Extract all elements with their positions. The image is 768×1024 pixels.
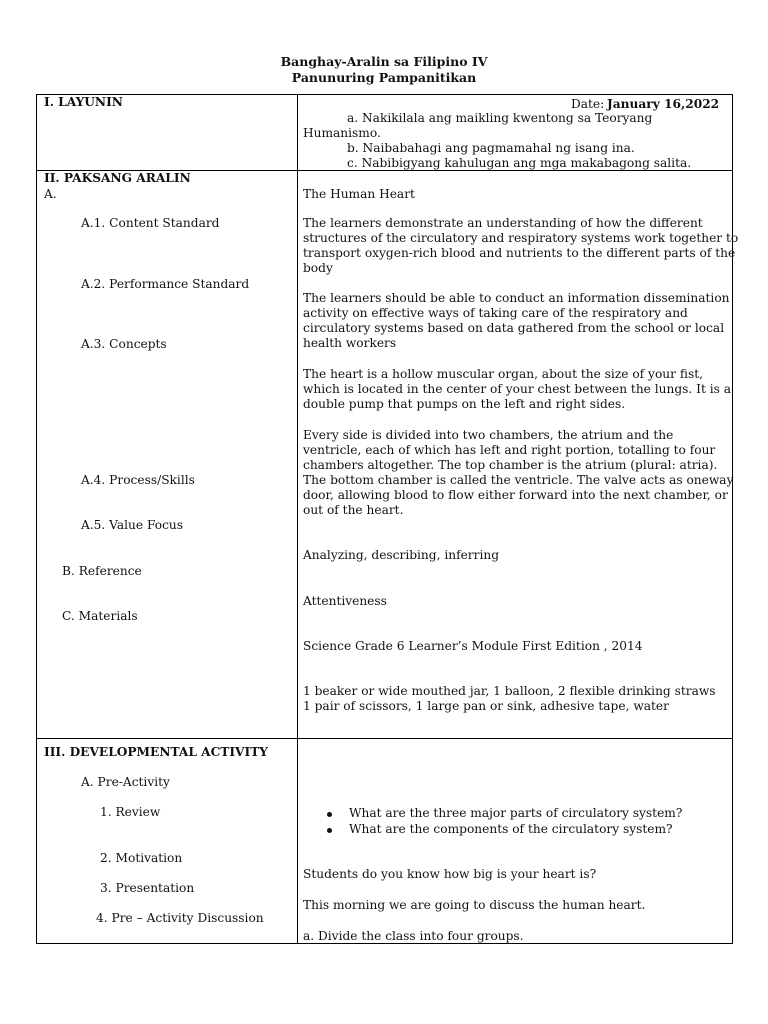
content-standard-line: transport oxygen-rich blood and nutrients to the different parts of the bbox=[303, 246, 736, 260]
materials-line: 1 beaker or wide mouthed jar, 1 balloon, 2 flexible drinking straws bbox=[303, 684, 716, 698]
content-standard-line: body bbox=[303, 261, 333, 275]
document-subtitle: Panunuring Pampanitikan bbox=[291, 70, 477, 85]
layunin-item-c: c. Nabibigyang kahulugan ang mga makabagong salita. bbox=[347, 156, 692, 170]
review-question: What are the components of the circulatory system? bbox=[349, 822, 673, 836]
concepts-line: double pump that pumps on the left and right sides. bbox=[303, 397, 626, 411]
reference-label: B. Reference bbox=[62, 564, 142, 578]
concepts-line: out of the heart. bbox=[303, 503, 404, 517]
materials-line: 1 pair of scissors, 1 large pan or sink, adhesive tape, water bbox=[303, 699, 669, 713]
row-divider-2 bbox=[36, 738, 733, 739]
performance-standard-label: A.2. Performance Standard bbox=[81, 277, 250, 291]
column-divider bbox=[297, 94, 298, 943]
performance-standard-line: health workers bbox=[303, 336, 397, 350]
motivation-text: Students do you know how big is your heart is? bbox=[303, 867, 597, 881]
layunin-item-a-cont: Humanismo. bbox=[303, 126, 381, 140]
concepts-line: The bottom chamber is called the ventricle. The valve acts as oneway bbox=[303, 473, 734, 487]
review-label: 1. Review bbox=[100, 805, 161, 819]
materials-label: C. Materials bbox=[62, 609, 138, 623]
motivation-label: 2. Motivation bbox=[100, 851, 183, 865]
layunin-item-a: a. Nakikilala ang maikling kwentong sa Teoryang bbox=[347, 111, 653, 125]
developmental-heading: III. DEVELOPMENTAL ACTIVITY bbox=[44, 745, 268, 759]
reference-text: Science Grade 6 Learner’s Module First Edition , 2014 bbox=[303, 639, 643, 653]
concepts-line: which is located in the center of your chest between the lungs. It is a bbox=[303, 382, 732, 396]
paksa-heading: II. PAKSANG ARALIN bbox=[44, 171, 191, 185]
concepts-line: chambers altogether. The top chamber is the atrium (plural: atria). bbox=[303, 458, 718, 472]
bullet-icon bbox=[327, 828, 332, 833]
content-standard-label: A.1. Content Standard bbox=[81, 216, 220, 230]
content-standard-line: structures of the circulatory and respiratory systems work together to bbox=[303, 231, 739, 245]
date-label: Date: bbox=[571, 97, 605, 111]
performance-standard-line: circulatory systems based on data gathered from the school or local bbox=[303, 321, 725, 335]
layunin-heading: I. LAYUNIN bbox=[44, 95, 123, 109]
pre-activity-label: A. Pre-Activity bbox=[81, 775, 170, 789]
paksa-a-label: A. bbox=[44, 187, 57, 201]
concepts-line: Every side is divided into two chambers, the atrium and the bbox=[303, 428, 674, 442]
date-value: January 16,2022 bbox=[607, 97, 720, 111]
concepts-line: door, allowing blood to flow either forward into the next chamber, or bbox=[303, 488, 728, 502]
presentation-label: 3. Presentation bbox=[100, 881, 195, 895]
review-question: What are the three major parts of circulatory system? bbox=[349, 806, 683, 820]
process-skills-label: A.4. Process/Skills bbox=[81, 473, 195, 487]
performance-standard-line: The learners should be able to conduct an information dissemination bbox=[303, 291, 730, 305]
concepts-line: The heart is a hollow muscular organ, about the size of your fist, bbox=[303, 367, 703, 381]
discussion-text: a. Divide the class into four groups. bbox=[303, 929, 524, 943]
content-standard-line: The learners demonstrate an understanding of how the different bbox=[303, 216, 703, 230]
presentation-text: This morning we are going to discuss the human heart. bbox=[303, 898, 646, 912]
process-skills-text: Analyzing, describing, inferring bbox=[303, 548, 500, 562]
topic-text: The Human Heart bbox=[303, 187, 415, 201]
value-focus-label: A.5. Value Focus bbox=[81, 518, 184, 532]
concepts-line: ventricle, each of which has left and right portion, totalling to four bbox=[303, 443, 716, 457]
pre-activity-discussion-label: 4. Pre – Activity Discussion bbox=[96, 911, 264, 925]
performance-standard-line: activity on effective ways of taking care of the respiratory and bbox=[303, 306, 688, 320]
document-title: Banghay-Aralin sa Filipino IV bbox=[280, 54, 488, 69]
concepts-label: A.3. Concepts bbox=[81, 337, 167, 351]
bullet-icon bbox=[327, 812, 332, 817]
value-focus-text: Attentiveness bbox=[303, 594, 387, 608]
layunin-item-b: b. Naibabahagi ang pagmamahal ng isang ina. bbox=[347, 141, 635, 155]
